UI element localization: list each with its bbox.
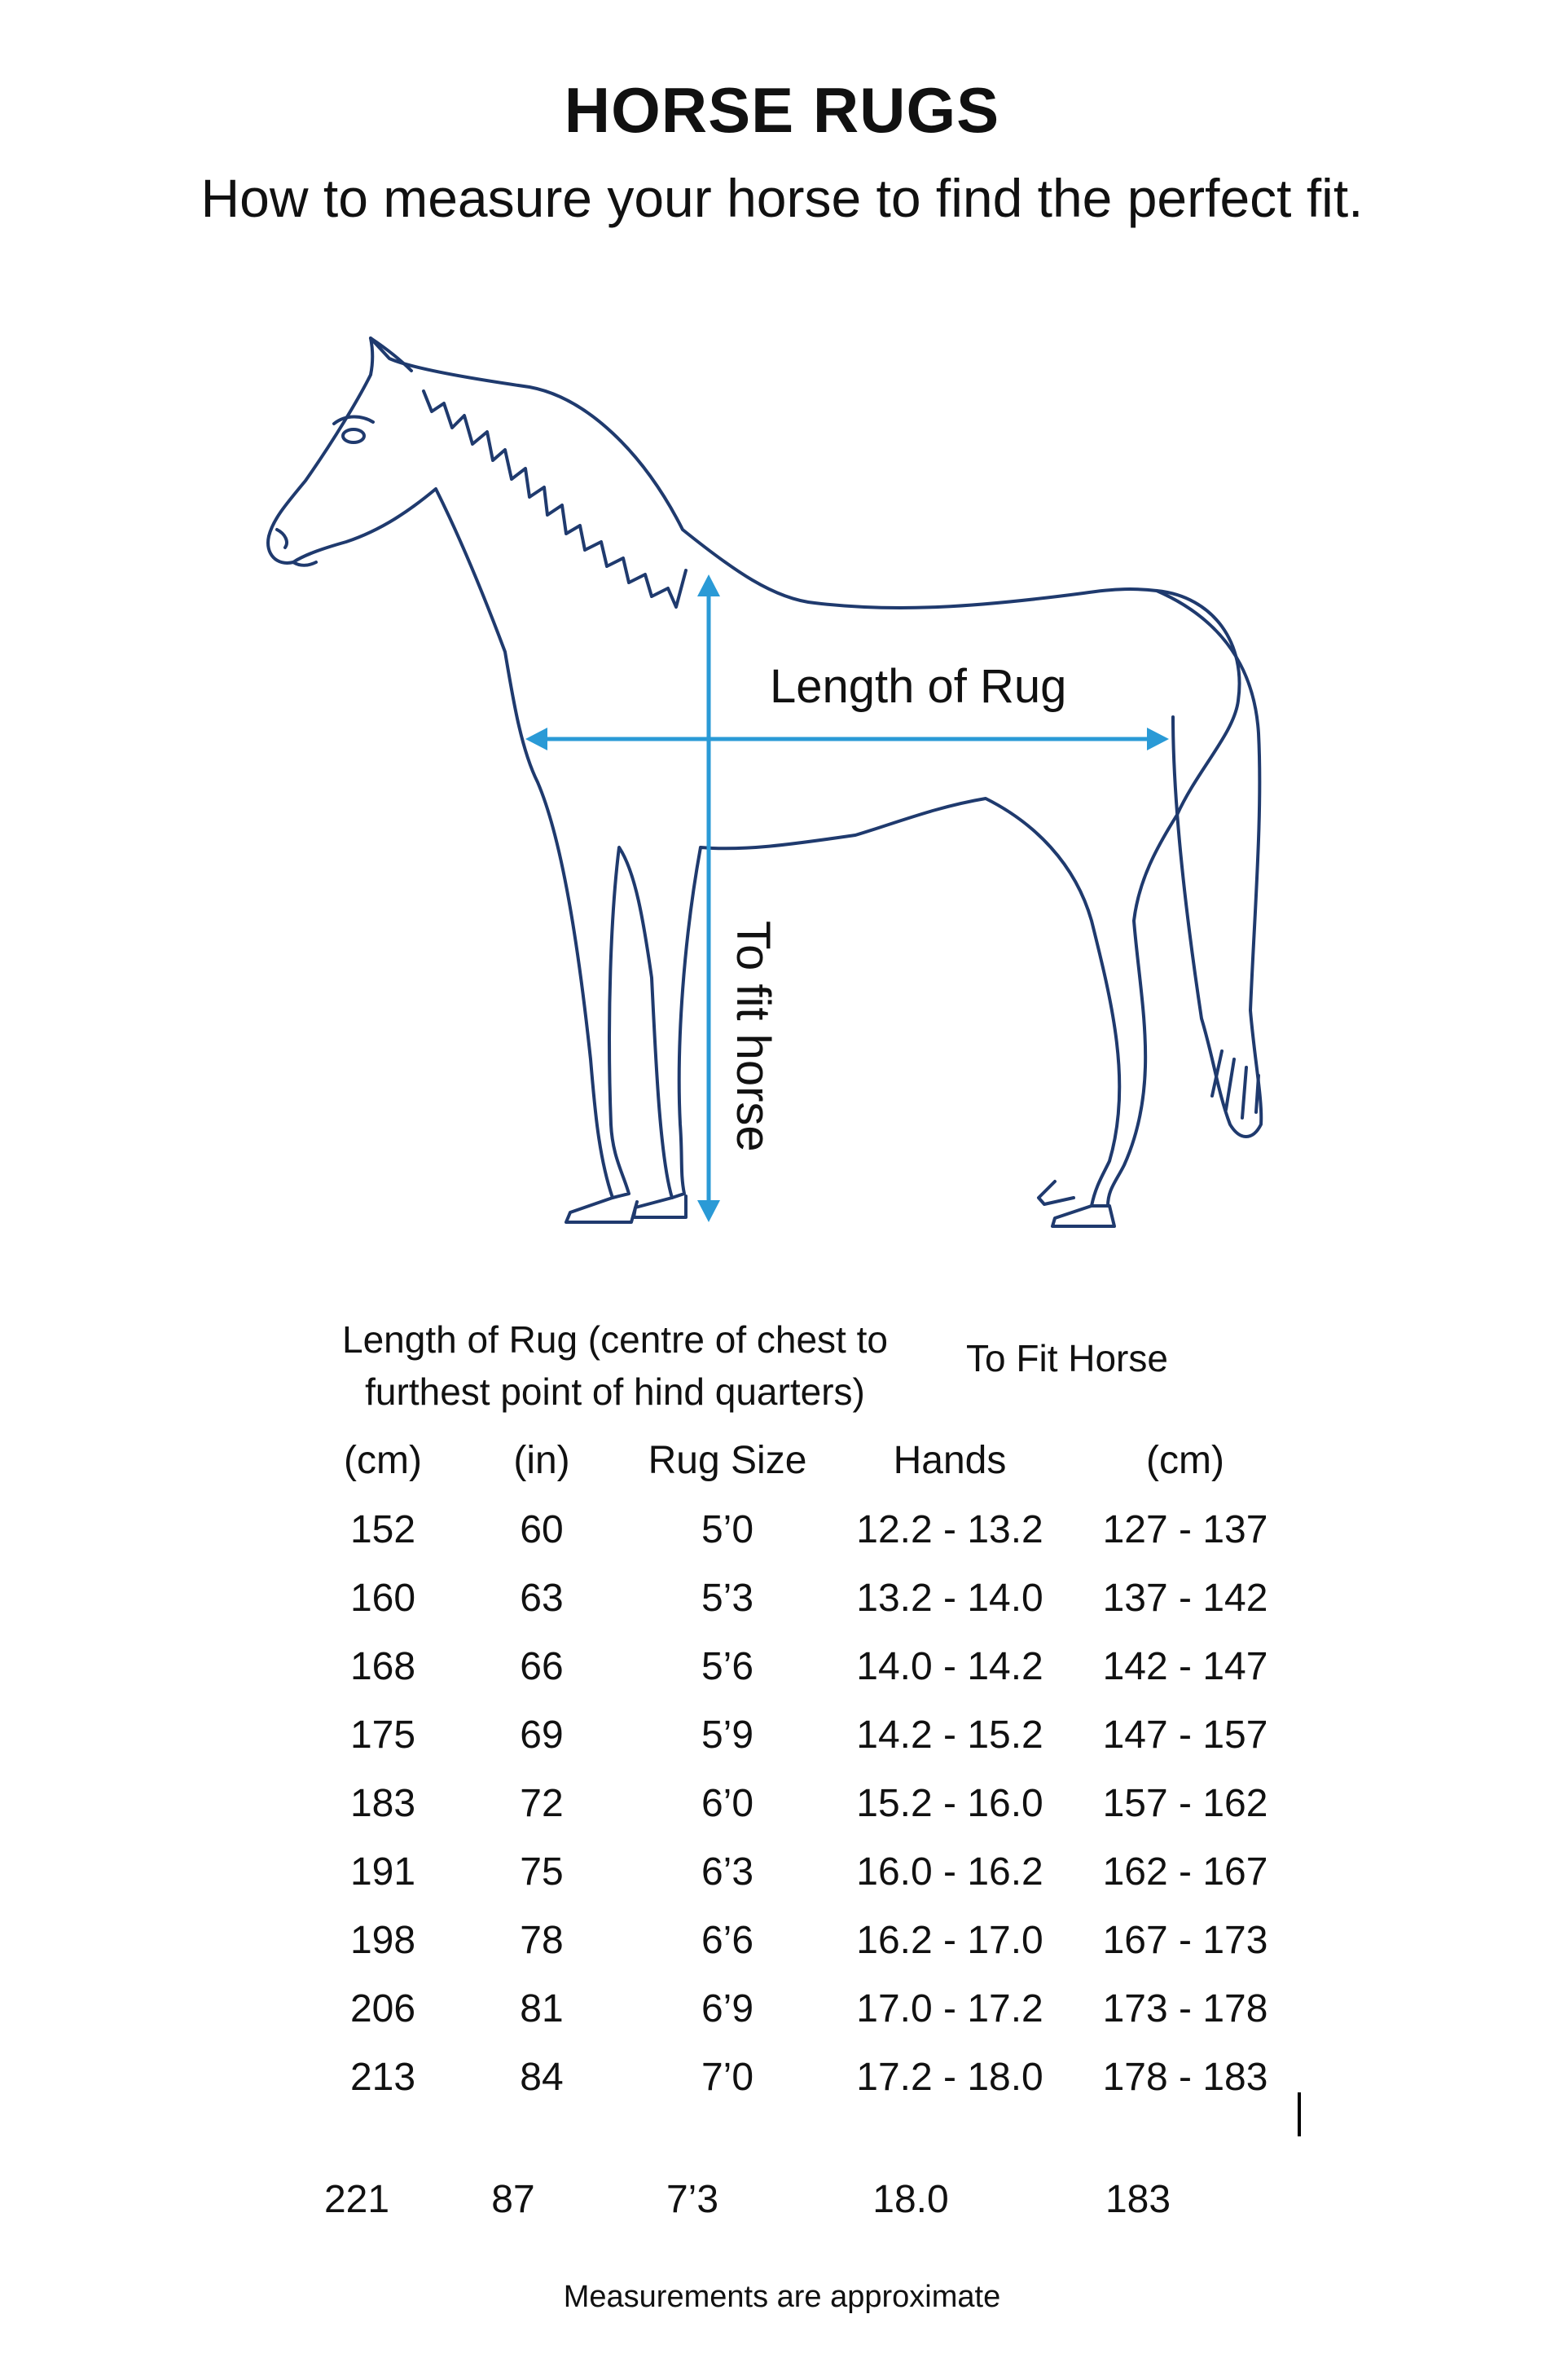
- cell-length-cm: 206: [349, 1987, 416, 2030]
- table-row: [0, 2177, 1564, 2234]
- cell-rug-size: 7’3: [666, 2178, 719, 2221]
- cell-fit-cm: 142 - 147: [1102, 1645, 1268, 1688]
- footnote: Measurements are approximate: [563, 2280, 1001, 2314]
- cell-hands: 14.0 - 14.2: [856, 1645, 1043, 1688]
- cell-rug-size: 5’9: [701, 1714, 754, 1757]
- cell-fit-cm: 178 - 183: [1102, 2056, 1268, 2099]
- text-cursor-mark: [1298, 2092, 1301, 2136]
- cell-length-cm: 213: [349, 2056, 416, 2099]
- cell-length-cm: 191: [349, 1850, 416, 1894]
- cell-length-cm: 183: [349, 1782, 416, 1825]
- length-of-rug-arrow: [525, 728, 1169, 750]
- to-fit-horse-arrow: [697, 574, 720, 1222]
- fit-column-group-header: To Fit Horse: [966, 1337, 1168, 1379]
- cell-rug-size: 6’3: [701, 1850, 754, 1894]
- cell-length-in: 60: [520, 1508, 564, 1551]
- cell-hands: 16.2 - 17.0: [856, 1919, 1043, 1962]
- length-of-rug-label: Length of Rug: [770, 660, 1067, 713]
- cell-length-in: 63: [520, 1577, 564, 1620]
- column-header-fit-cm: (cm): [1146, 1439, 1224, 1482]
- cell-length-in: 78: [520, 1919, 564, 1962]
- cell-length-cm: 152: [349, 1508, 416, 1551]
- cell-length-cm: 175: [349, 1714, 416, 1757]
- cell-hands: 17.2 - 18.0: [856, 2056, 1043, 2099]
- column-header-rug-size: Rug Size: [648, 1439, 807, 1482]
- cell-fit-cm: 162 - 167: [1102, 1850, 1268, 1894]
- cell-length-cm: 160: [349, 1577, 416, 1620]
- table-row: [0, 1781, 1564, 1838]
- cell-rug-size: 6’9: [701, 1987, 754, 2030]
- table-row: [0, 1918, 1564, 1975]
- table-row: [0, 1576, 1564, 1633]
- table-column-headers: [0, 1438, 1564, 1495]
- cell-fit-cm: 183: [1105, 2178, 1171, 2221]
- cell-fit-cm: 157 - 162: [1102, 1782, 1268, 1825]
- cell-fit-cm: 137 - 142: [1102, 1577, 1268, 1620]
- page-title: HORSE RUGS: [564, 74, 1000, 146]
- cell-fit-cm: 167 - 173: [1102, 1919, 1268, 1962]
- length-column-group-header: [322, 1313, 908, 1418]
- cell-rug-size: 5’0: [701, 1508, 754, 1551]
- cell-rug-size: 6’0: [701, 1782, 754, 1825]
- cell-fit-cm: 147 - 157: [1102, 1714, 1268, 1757]
- cell-hands: 14.2 - 15.2: [856, 1714, 1043, 1757]
- cell-length-in: 84: [520, 2056, 564, 2099]
- table-row: [0, 1644, 1564, 1701]
- cell-rug-size: 5’6: [701, 1645, 754, 1688]
- cell-length-in: 72: [520, 1782, 564, 1825]
- cell-hands: 16.0 - 16.2: [856, 1850, 1043, 1894]
- cell-hands: 17.0 - 17.2: [856, 1987, 1043, 2030]
- cell-length-in: 66: [520, 1645, 564, 1688]
- cell-length-in: 69: [520, 1714, 564, 1757]
- cell-hands: 13.2 - 14.0: [856, 1577, 1043, 1620]
- column-header-length-cm: (cm): [344, 1439, 422, 1482]
- cell-length-cm: 221: [323, 2178, 390, 2221]
- column-header-hands: Hands: [893, 1439, 1007, 1482]
- cell-length-in: 87: [491, 2178, 535, 2221]
- cell-hands: 18.0: [872, 2178, 949, 2221]
- cell-hands: 12.2 - 13.2: [856, 1508, 1043, 1551]
- cell-length-cm: 198: [349, 1919, 416, 1962]
- to-fit-horse-label: To fit horse: [727, 921, 780, 1152]
- length-header-line-1: Length of Rug (centre of chest to: [342, 1318, 888, 1361]
- cell-rug-size: 6’6: [701, 1919, 754, 1962]
- page-subtitle: How to measure your horse to find the perfect fit.: [200, 168, 1364, 228]
- column-header-length-in: (in): [513, 1439, 570, 1482]
- table-row: [0, 1507, 1564, 1564]
- cell-rug-size: 5’3: [701, 1577, 754, 1620]
- table-row: [0, 1986, 1564, 2043]
- table-row: [0, 1850, 1564, 1907]
- cell-rug-size: 7’0: [701, 2056, 754, 2099]
- table-row: [0, 2055, 1564, 2112]
- cell-fit-cm: 127 - 137: [1102, 1508, 1268, 1551]
- cell-length-in: 81: [520, 1987, 564, 2030]
- cell-hands: 15.2 - 16.0: [856, 1782, 1043, 1825]
- cell-length-in: 75: [520, 1850, 564, 1894]
- cell-fit-cm: 173 - 178: [1102, 1987, 1268, 2030]
- table-row: [0, 1713, 1564, 1770]
- length-header-line-2: furthest point of hind quarters): [365, 1370, 865, 1413]
- cell-length-cm: 168: [349, 1645, 416, 1688]
